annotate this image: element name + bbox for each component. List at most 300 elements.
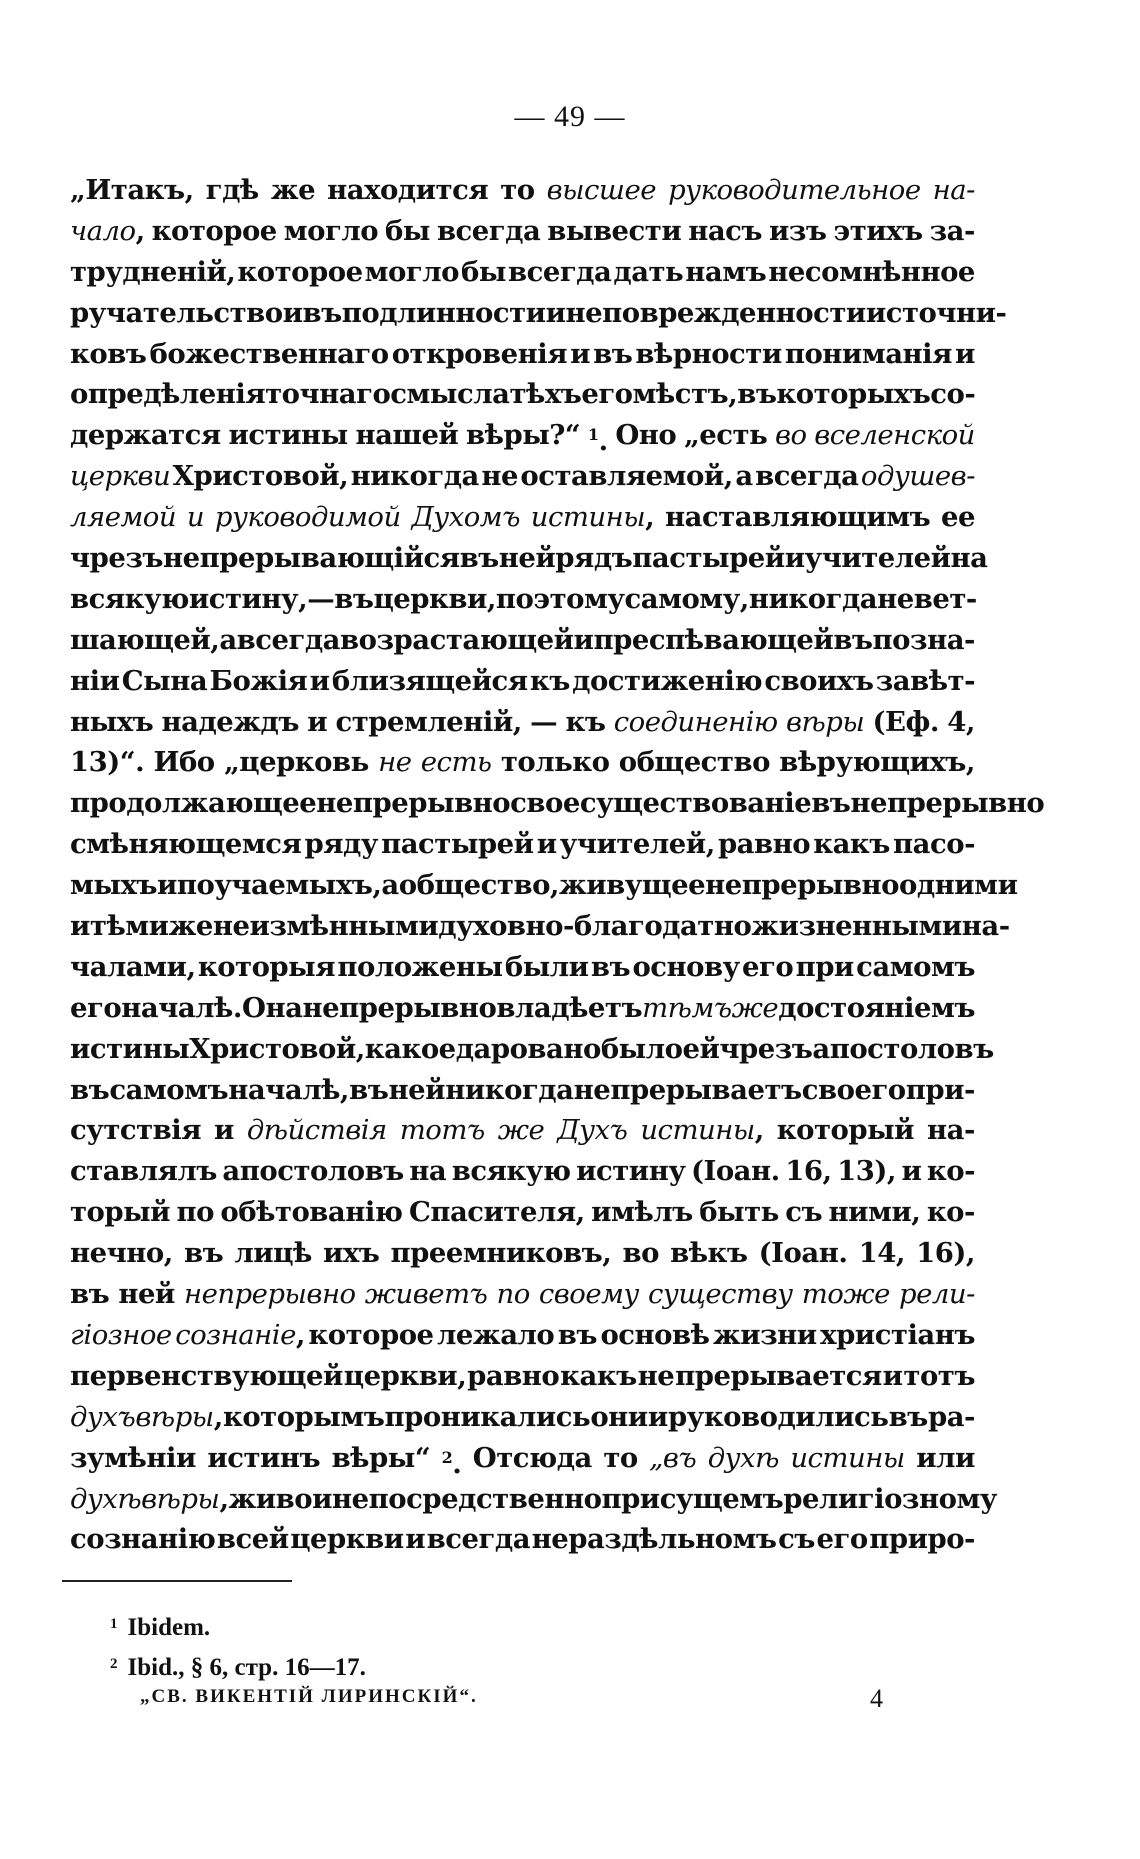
text-line <box>70 661 975 702</box>
text-word: жизни <box>712 1318 817 1351</box>
footnotes <box>110 1606 366 1686</box>
word <box>962 906 1010 947</box>
text-word: и <box>545 296 566 329</box>
word <box>365 1274 488 1315</box>
word <box>642 988 731 1029</box>
word <box>316 783 510 824</box>
text-word: во <box>774 419 807 452</box>
text-word: есть <box>420 746 492 779</box>
text-word: положены <box>337 950 503 983</box>
word <box>497 1274 530 1315</box>
word <box>705 865 899 906</box>
word <box>508 252 611 293</box>
word <box>530 661 570 702</box>
word <box>70 497 176 538</box>
word <box>222 1151 403 1192</box>
word <box>565 702 605 743</box>
word <box>389 1070 446 1111</box>
text-word: Ибо <box>153 746 215 779</box>
text-word: рядъ <box>555 542 633 575</box>
text-word: поэтому <box>495 582 625 615</box>
word <box>70 1029 189 1070</box>
word <box>70 1315 172 1356</box>
word <box>373 579 495 620</box>
word <box>610 1070 801 1111</box>
body-text <box>70 170 1045 1560</box>
text-word: вывести <box>547 214 682 247</box>
text-word: ра- <box>927 1400 975 1433</box>
text-line <box>70 1438 975 1479</box>
text-word: близящейся <box>331 664 528 697</box>
word <box>70 374 265 415</box>
word <box>632 538 784 579</box>
text-word: при <box>795 950 854 983</box>
text-word: и <box>647 1400 668 1433</box>
word <box>873 620 975 661</box>
text-word: преспѣвающей <box>593 623 834 656</box>
text-word: всегда <box>507 255 612 288</box>
text-word: соединенію <box>613 705 778 738</box>
text-word: непрерывно <box>183 1278 356 1311</box>
text-word: а <box>219 623 237 656</box>
word <box>812 1029 993 1070</box>
word <box>349 1070 388 1111</box>
text-line <box>70 1479 997 1520</box>
word <box>109 1070 228 1111</box>
word <box>557 1110 627 1151</box>
word <box>304 824 377 865</box>
text-word: не <box>877 582 914 615</box>
word <box>520 456 732 497</box>
word <box>805 538 951 579</box>
word <box>593 620 833 661</box>
text-word: нашей <box>355 419 459 452</box>
word <box>820 1315 975 1356</box>
word <box>215 497 401 538</box>
word <box>688 211 762 252</box>
text-word: вѣры <box>141 1482 220 1515</box>
word <box>265 374 390 415</box>
word <box>70 1356 343 1397</box>
text-word: на <box>409 1155 447 1188</box>
text-word: вѣрующихъ, <box>779 746 975 779</box>
word <box>445 1070 573 1111</box>
text-word: непрерывно <box>705 869 899 902</box>
word <box>421 742 492 783</box>
word <box>685 252 766 293</box>
text-word: основѣ <box>600 1318 710 1351</box>
word <box>850 783 1044 824</box>
text-word: истину <box>576 1155 686 1188</box>
word <box>574 620 594 661</box>
text-word: свое <box>510 787 580 820</box>
text-line <box>70 865 1018 906</box>
text-word: ей <box>682 1032 720 1065</box>
word <box>581 374 632 415</box>
text-word: его <box>70 991 122 1024</box>
text-word: общество, <box>398 869 559 902</box>
text-line <box>70 1110 975 1151</box>
footnote-2 <box>110 1646 366 1686</box>
word <box>162 702 299 743</box>
text-word: ставлялъ <box>70 1155 217 1188</box>
word <box>70 1519 215 1560</box>
word <box>590 1397 647 1438</box>
word <box>438 906 962 947</box>
word <box>785 538 805 579</box>
word <box>833 211 922 252</box>
text-word: даровано <box>455 1032 601 1065</box>
text-word: приро- <box>869 1523 975 1556</box>
word <box>816 1519 867 1560</box>
text-word: позна- <box>872 623 975 656</box>
footnote-mark: 2 <box>110 1656 118 1672</box>
text-line <box>70 1356 975 1397</box>
word <box>531 497 655 538</box>
text-word: за- <box>929 214 975 247</box>
text-line <box>70 170 975 211</box>
word <box>70 1233 173 1274</box>
word <box>903 1356 975 1397</box>
word <box>768 252 975 293</box>
word <box>70 211 145 252</box>
text-word: оставляемой, <box>520 460 733 493</box>
word <box>284 211 378 252</box>
text-word: и <box>312 1482 333 1515</box>
word <box>70 988 121 1029</box>
text-word: всегда <box>436 214 541 247</box>
text-line <box>70 783 1045 824</box>
word <box>837 1151 896 1192</box>
text-word: въ <box>183 1237 224 1270</box>
word <box>775 415 807 462</box>
word <box>378 742 411 783</box>
text-word: духѣ <box>70 1482 142 1515</box>
text-word: 13), <box>837 1155 896 1188</box>
word <box>385 1397 591 1438</box>
text-word: непрерывно <box>316 787 511 820</box>
word <box>893 824 975 865</box>
word <box>283 293 303 334</box>
text-line <box>70 456 975 497</box>
text-line <box>70 1151 975 1192</box>
word <box>615 415 676 462</box>
footnote-mark: 1 <box>110 1616 118 1632</box>
text-word: . <box>452 1447 462 1480</box>
word <box>409 1151 446 1192</box>
text-word: истины <box>530 501 646 534</box>
word <box>764 661 873 702</box>
text-word: его <box>581 378 633 411</box>
text-word: въ <box>459 542 499 575</box>
word <box>70 1274 109 1315</box>
word <box>496 579 625 620</box>
word <box>141 1479 228 1520</box>
text-word: пастырей <box>381 828 534 861</box>
text-word: равно <box>467 1359 560 1392</box>
text-word: Божія <box>209 664 308 697</box>
sheet-number: 4 <box>870 1684 883 1713</box>
text-word: и <box>573 623 594 656</box>
text-word: проникались <box>384 1400 591 1433</box>
word <box>638 1356 675 1397</box>
text-word: первенствующей <box>70 1359 343 1392</box>
word <box>437 211 540 252</box>
word <box>427 1519 530 1560</box>
text-word: въ <box>70 1278 110 1311</box>
word <box>786 702 864 743</box>
word <box>785 1151 831 1192</box>
text-word: Отсюда <box>472 1441 592 1474</box>
word <box>460 538 499 579</box>
word <box>70 1438 196 1485</box>
word <box>632 947 739 988</box>
text-word: имѣлъ <box>591 1196 693 1229</box>
text-word: , <box>213 1400 223 1433</box>
word <box>742 947 793 988</box>
word <box>889 1397 928 1438</box>
word <box>625 579 749 620</box>
word <box>570 334 590 375</box>
text-word: а <box>381 869 399 902</box>
text-line <box>70 988 975 1029</box>
word <box>381 824 533 865</box>
text-word: въ <box>737 378 777 411</box>
word <box>473 1438 592 1485</box>
word <box>790 1438 904 1485</box>
text-word: Она <box>242 991 303 1024</box>
text-word: своихъ <box>764 664 874 697</box>
text-word: же <box>731 991 779 1024</box>
word <box>198 947 335 988</box>
word <box>70 293 283 334</box>
text-word: Спасителя, <box>408 1196 585 1229</box>
word <box>869 1519 975 1560</box>
text-word: не <box>378 746 412 779</box>
text-word: . <box>598 425 608 458</box>
word <box>580 783 811 824</box>
word <box>732 988 779 1029</box>
text-word: равно <box>717 828 811 861</box>
text-word: „церковь <box>223 746 369 779</box>
word <box>290 1519 403 1560</box>
word <box>951 538 988 579</box>
word <box>70 824 301 865</box>
text-word: апостоловъ <box>812 1032 994 1065</box>
text-word: и <box>282 296 303 329</box>
text-word: ряду <box>304 828 378 861</box>
word <box>499 538 556 579</box>
word <box>930 374 975 415</box>
word <box>899 865 1017 906</box>
word <box>247 1110 387 1151</box>
text-word: лицѣ <box>234 1237 312 1270</box>
word <box>668 170 921 211</box>
word <box>559 865 705 906</box>
word <box>861 456 975 497</box>
text-word: истины <box>640 1114 755 1147</box>
text-word: нераздѣльномъ <box>531 1523 777 1556</box>
word <box>70 1151 217 1192</box>
word <box>814 415 975 462</box>
text-word: 13)“. <box>70 746 145 779</box>
word <box>498 1110 545 1151</box>
word <box>173 456 349 497</box>
text-word: этихъ <box>833 214 923 247</box>
word <box>783 1479 997 1520</box>
text-word: апостоловъ <box>222 1155 404 1188</box>
word <box>614 702 778 743</box>
text-word: церкви, <box>343 1359 467 1392</box>
text-word: надеждъ <box>161 705 299 738</box>
text-word: мыхъ <box>70 869 157 902</box>
word <box>930 211 975 252</box>
word <box>749 579 877 620</box>
text-word: чало <box>70 214 136 247</box>
text-word: къ <box>529 664 570 697</box>
footnote-1 <box>110 1606 366 1646</box>
word <box>70 742 144 783</box>
text-word: истины <box>70 1032 190 1065</box>
text-word: ко- <box>926 1155 975 1188</box>
text-word: на <box>950 542 988 575</box>
word <box>600 1315 709 1356</box>
word <box>219 620 236 661</box>
word <box>189 1029 365 1070</box>
text-word: прерывается <box>675 1359 882 1392</box>
word <box>467 1356 559 1397</box>
text-word: всякую <box>451 1155 571 1188</box>
text-word: который <box>776 1114 915 1147</box>
word <box>392 334 567 375</box>
text-word: непрерывающійся <box>163 542 460 575</box>
text-word: церкви <box>290 1523 404 1556</box>
text-word: своему <box>538 1278 639 1311</box>
text-word: сутствія <box>70 1114 202 1147</box>
word <box>547 211 681 252</box>
word <box>351 456 479 497</box>
word <box>90 906 169 947</box>
word <box>242 988 302 1029</box>
text-word: источни- <box>865 296 1007 329</box>
text-word: ней <box>388 1073 446 1106</box>
text-word: непрерывно <box>302 991 497 1024</box>
text-word: трудненій, <box>70 255 236 288</box>
text-word: вѣрности <box>635 337 782 370</box>
text-word: тѣми <box>89 910 169 943</box>
text-word: и <box>405 1523 426 1556</box>
text-word: учителей <box>804 542 951 575</box>
word <box>588 415 608 462</box>
word <box>759 1233 848 1274</box>
text-word: всякую <box>70 582 189 615</box>
text-word: вѣкъ <box>670 1237 748 1270</box>
text-word: ними, <box>828 1196 921 1229</box>
word <box>496 988 642 1029</box>
text-word: которымъ <box>222 1400 385 1433</box>
text-line <box>70 211 975 252</box>
word <box>169 906 213 947</box>
word <box>237 252 362 293</box>
word <box>437 1315 554 1356</box>
text-line <box>70 1070 975 1111</box>
text-word: было <box>600 1032 683 1065</box>
text-word: въ <box>833 623 873 656</box>
text-word: „есть <box>683 419 768 452</box>
text-line <box>70 415 975 456</box>
text-word: шающей, <box>70 623 220 656</box>
text-word: съ <box>778 1523 815 1556</box>
text-word: его <box>816 1523 868 1556</box>
text-word: , <box>295 1318 305 1351</box>
text-word: самомъ <box>109 1073 229 1106</box>
word <box>684 415 767 462</box>
word <box>229 1479 313 1520</box>
word <box>303 293 342 334</box>
text-word: ихъ <box>322 1237 380 1270</box>
text-word: и <box>784 542 805 575</box>
word <box>213 906 438 947</box>
text-word: держатся <box>70 419 221 452</box>
text-word: никогда <box>748 582 878 615</box>
text-word: бы <box>461 255 506 288</box>
text-line <box>70 538 988 579</box>
word <box>833 620 872 661</box>
text-word: то <box>500 174 535 206</box>
text-word: Сына <box>121 664 208 697</box>
word <box>619 742 770 783</box>
text-line <box>70 1315 975 1356</box>
text-word: достояніемъ <box>778 991 975 1024</box>
text-word: духѣ <box>707 1441 779 1474</box>
text-word: стремленій, <box>335 705 522 738</box>
text-word: тѣхъ <box>509 378 582 411</box>
word <box>337 947 502 988</box>
text-word: а <box>735 460 753 493</box>
text-word: началѣ, <box>228 1073 349 1106</box>
text-word: вѣры <box>135 1400 214 1433</box>
word <box>928 1397 975 1438</box>
text-word: непрерывно <box>850 787 1045 820</box>
text-word: „въ <box>649 1441 697 1474</box>
text-word: чалами, <box>70 950 196 983</box>
word <box>813 824 890 865</box>
word <box>901 1151 921 1192</box>
footnote-text: Ibid., § 6, стр. 16—17. <box>127 1654 366 1681</box>
word <box>385 211 430 252</box>
text-word: непосредственно <box>332 1482 602 1515</box>
word <box>303 988 497 1029</box>
word <box>234 1233 311 1274</box>
text-word: , <box>135 214 145 247</box>
word <box>670 1233 747 1274</box>
word <box>336 702 522 743</box>
word <box>530 702 557 743</box>
text-word: въ <box>349 1073 389 1106</box>
word <box>572 661 762 702</box>
word <box>601 1029 683 1070</box>
text-word: , <box>754 1114 764 1147</box>
word <box>184 1274 356 1315</box>
word <box>603 1438 637 1485</box>
text-word: преемниковъ, <box>390 1237 612 1270</box>
text-word: живущее <box>558 869 706 902</box>
word <box>802 1070 906 1111</box>
text-word: со- <box>930 378 976 411</box>
word <box>648 1274 793 1315</box>
text-word: сознанію <box>70 1523 216 1556</box>
word <box>237 620 340 661</box>
